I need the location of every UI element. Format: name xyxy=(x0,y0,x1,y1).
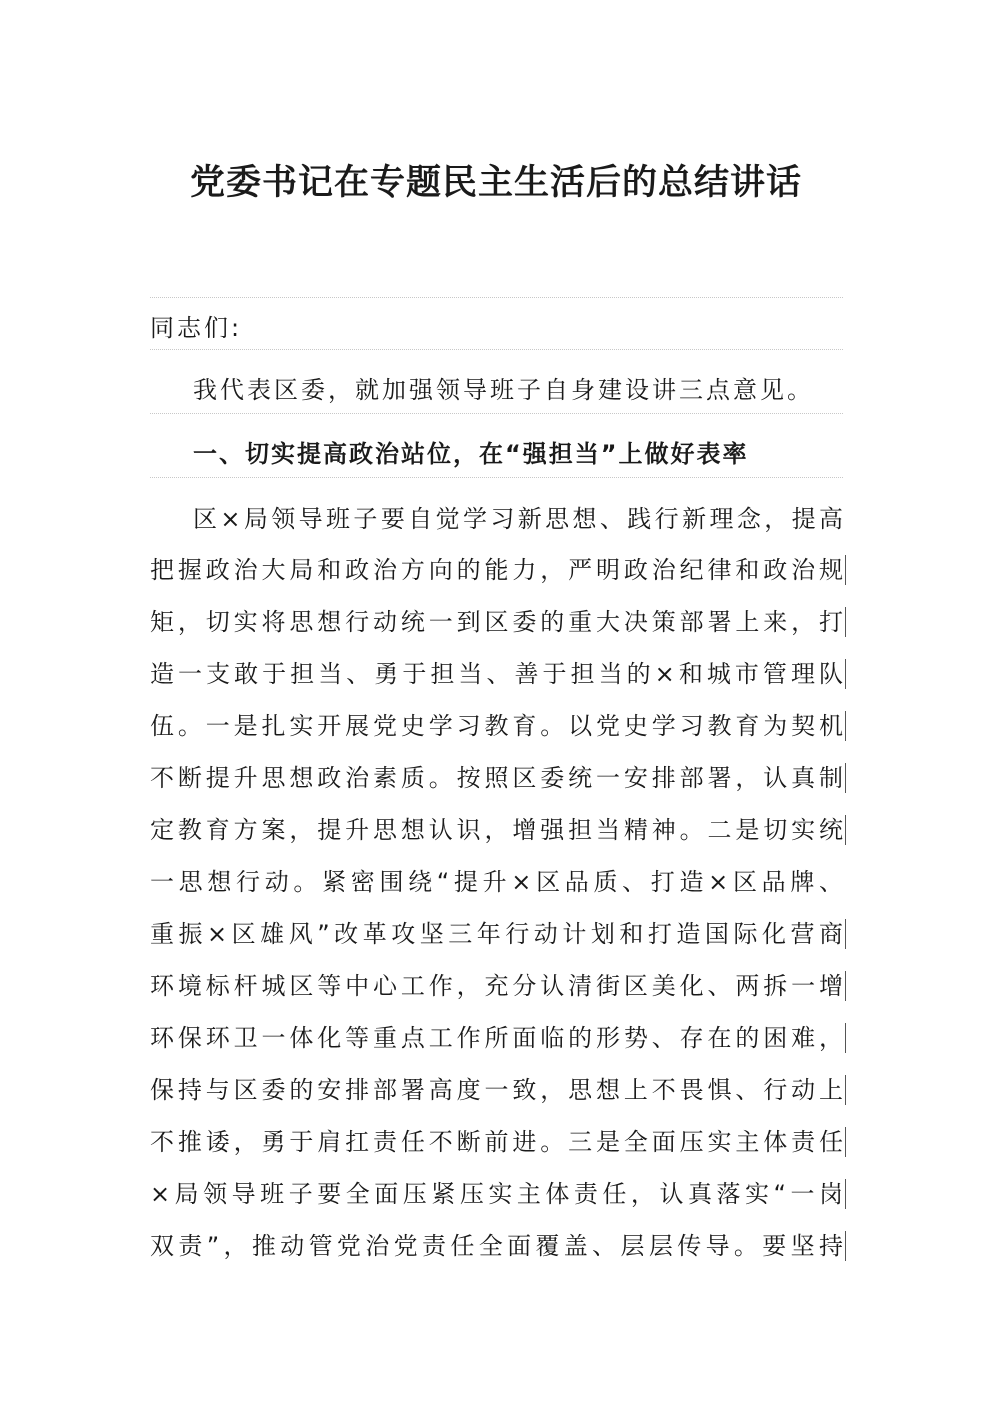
salutation: 同志们: xyxy=(150,314,243,342)
body-line: 区×局领导班子要自觉学习新思想、践行新理念，提高 xyxy=(193,505,843,533)
line-end-mark xyxy=(845,659,846,689)
body-line: 保持与区委的安排部署高度一致，思想上不畏惧、行动上 xyxy=(150,1076,843,1104)
divider xyxy=(150,349,843,350)
line-end-mark xyxy=(845,711,846,741)
divider xyxy=(150,413,843,414)
line-end-mark xyxy=(845,1075,846,1105)
line-end-mark xyxy=(845,555,846,585)
body-line: 不推诿，勇于肩扛责任不断前进。三是全面压实主体责任 xyxy=(150,1128,843,1156)
line-end-mark xyxy=(845,1231,846,1261)
divider xyxy=(150,297,843,298)
body-line: 环保环卫一体化等重点工作所面临的形势、存在的困难， xyxy=(150,1024,843,1052)
body-line: 矩，切实将思想行动统一到区委的重大决策部署上来，打 xyxy=(150,608,843,636)
line-end-mark xyxy=(845,919,846,949)
line-end-mark xyxy=(845,607,846,637)
document-title: 党委书记在专题民主生活后的总结讲话 xyxy=(189,162,802,203)
body-line: 双责”，推动管党治党责任全面覆盖、层层传导。要坚持 xyxy=(150,1232,843,1260)
line-end-mark xyxy=(845,1179,846,1209)
section-heading: 一、切实提高政治站位，在“强担当”上做好表率 xyxy=(193,440,749,468)
line-end-mark xyxy=(845,1127,846,1157)
body-line: 伍。一是扎实开展党史学习教育。以党史学习教育为契机 xyxy=(150,712,843,740)
body-line: ×局领导班子要全面压紧压实主体责任，认真落实“一岗 xyxy=(150,1180,843,1208)
body-line: 不断提升思想政治素质。按照区委统一安排部署，认真制 xyxy=(150,764,843,792)
line-end-mark xyxy=(845,763,846,793)
line-end-mark xyxy=(845,1023,846,1053)
intro-paragraph: 我代表区委，就加强领导班子自身建设讲三点意见。 xyxy=(193,376,814,404)
body-line: 定教育方案，提升思想认识，增强担当精神。二是切实统 xyxy=(150,816,843,844)
body-line: 一思想行动。紧密围绕“提升×区品质、打造×区品牌、 xyxy=(150,868,843,896)
body-line: 造一支敢于担当、勇于担当、善于担当的×和城市管理队 xyxy=(150,660,843,688)
body-line: 重振×区雄风”改革攻坚三年行动计划和打造国际化营商 xyxy=(150,920,843,948)
line-end-mark xyxy=(845,815,846,845)
line-end-mark xyxy=(845,971,846,1001)
body-line: 环境标杆城区等中心工作，充分认清街区美化、两拆一增 xyxy=(150,972,843,1000)
body-line: 把握政治大局和政治方向的能力，严明政治纪律和政治规 xyxy=(150,556,843,584)
divider xyxy=(150,477,843,478)
